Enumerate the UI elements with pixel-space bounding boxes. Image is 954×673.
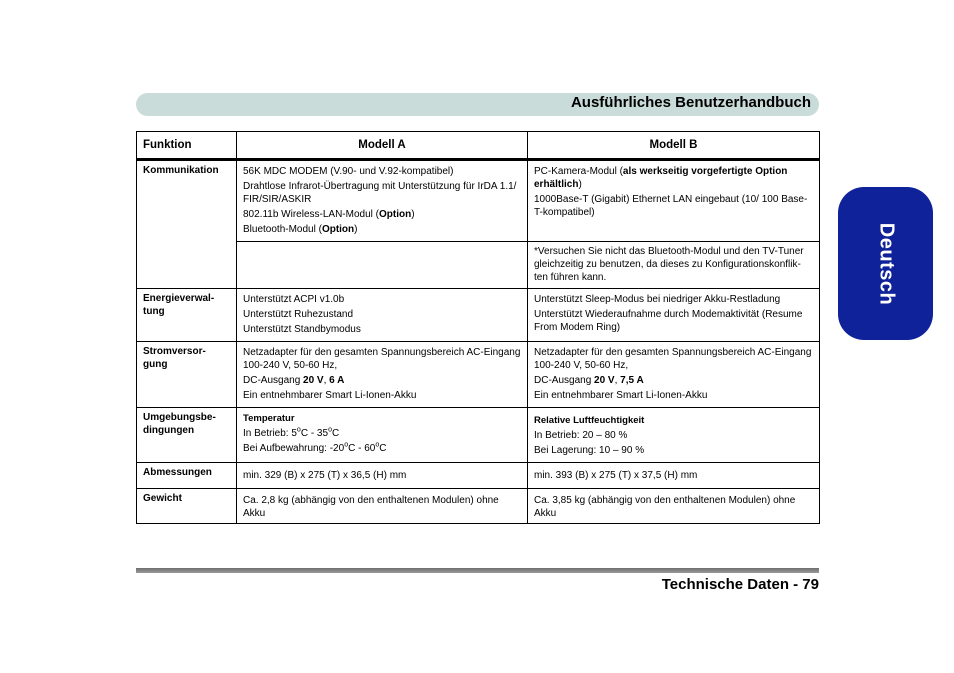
text-line: Netzadapter für den gesamten Spannungsbereich AC-Eingang 100-240 V, 50-60 Hz,: [534, 347, 812, 371]
text-line: 56K MDC MODEM (V.90- und V.92-kompatibel): [243, 166, 454, 177]
text-line: Relative Luftfeuchtigkeit: [534, 415, 645, 426]
text-line: Bluetooth-Modul (Option): [243, 224, 358, 235]
row-label-strom: Stromversor-gung: [137, 342, 237, 408]
spec-table: [136, 131, 820, 524]
text-line: Bei Aufbewahrung: -20$^o$C - 60$^o$C: [243, 441, 387, 454]
table-header-row: [137, 132, 820, 160]
cell-abmessungen-a: min. 329 (B) x 275 (T) x 36,5 (H) mm: [237, 463, 528, 489]
side-tab-label: Deutsch: [875, 222, 897, 305]
cell-strom-b: [528, 342, 820, 408]
cell-strom-a: [237, 342, 528, 408]
cell-kommunikation-b: [528, 160, 820, 242]
col-header-modell-a: Modell A: [237, 132, 528, 160]
col-header-modell-b: Modell B: [528, 132, 820, 160]
table-row: [137, 242, 820, 289]
cell-umgebung-a: [237, 408, 528, 463]
col-header-funktion: Funktion: [137, 132, 237, 160]
text-line: Temperatur: [243, 413, 295, 424]
cell-abmessungen-b: min. 393 (B) x 275 (T) x 37,5 (H) mm: [528, 463, 820, 489]
text-line: Netzadapter für den gesamten Spannungsbereich AC-Eingang 100-240 V, 50-60 Hz,: [243, 347, 521, 371]
text-line: Bei Lagerung: 10 – 90 %: [534, 445, 645, 456]
row-label-gewicht: Gewicht: [137, 489, 237, 524]
text-line: Drahtlose Infrarot-Übertragung mit Unterstützung für IrDA 1.1/ FIR/SIR/ASKIR: [243, 181, 517, 205]
text-line: In Betrieb: 5$^o$C - 35$^o$C: [243, 426, 340, 439]
text-line: 802.11b Wireless-LAN-Modul (Option): [243, 209, 415, 220]
text-line: 1000Base-T (Gigabit) Ethernet LAN eingebaut (10/ 100 Base-T-kompatibel): [534, 194, 808, 218]
row-label-umgebung: Umgebungsbe-dingungen: [137, 408, 237, 463]
text-line: Unterstützt Sleep-Modus bei niedriger Akku-Restladung: [534, 294, 781, 305]
cell-bluetooth-note: *Versuchen Sie nicht das Bluetooth-Modul und den TV-Tuner gleichzeitig zu benutzen, da dieses zu Konfigurationskonflik-ten führen kann.: [528, 242, 820, 289]
footer-rule: [136, 568, 819, 573]
cell-empty: [237, 242, 528, 289]
side-tab-deutsch[interactable]: [838, 187, 933, 340]
text-line: Ein entnehmbarer Smart Li-Ionen-Akku: [534, 390, 708, 401]
text-line: Ein entnehmbarer Smart Li-Ionen-Akku: [243, 390, 417, 401]
text-line: Unterstützt Wiederaufnahme durch Modemaktivität (Resume From Modem Ring): [534, 309, 803, 333]
row-label-kommunikation: Kommunikation: [137, 160, 237, 289]
text-line: In Betrieb: 20 – 80 %: [534, 430, 628, 441]
text-line: Unterstützt ACPI v1.0b: [243, 294, 345, 305]
table-row: [137, 289, 820, 342]
row-label-energie: Energieverwal-tung: [137, 289, 237, 342]
text-line: DC-Ausgang 20 V, 6 A: [243, 375, 345, 386]
cell-umgebung-b: [528, 408, 820, 463]
cell-gewicht-b: Ca. 3,85 kg (abhängig von den enthaltenen Modulen) ohne Akku: [528, 489, 820, 524]
cell-gewicht-a: Ca. 2,8 kg (abhängig von den enthaltenen Modulen) ohne Akku: [237, 489, 528, 524]
text-line: Unterstützt Ruhezustand: [243, 309, 354, 320]
text-line: PC-Kamera-Modul (als werkseitig vorgefertigte Option erhältlich): [534, 166, 788, 190]
text-line: Unterstützt Standbymodus: [243, 324, 361, 335]
header-title: Ausführliches Benutzerhandbuch: [570, 94, 811, 111]
cell-energie-b: [528, 289, 820, 342]
header-bar: [136, 93, 819, 116]
table-row: [137, 489, 820, 524]
text-line: DC-Ausgang 20 V, 7,5 A: [534, 375, 644, 386]
row-label-abmessungen: Abmessungen: [137, 463, 237, 489]
table-row: [137, 160, 820, 242]
table-row: [137, 342, 820, 408]
footer-page-title: Technische Daten - 79: [661, 576, 819, 593]
cell-energie-a: [237, 289, 528, 342]
cell-kommunikation-a: [237, 160, 528, 242]
table-row: [137, 408, 820, 463]
table-row: [137, 463, 820, 489]
